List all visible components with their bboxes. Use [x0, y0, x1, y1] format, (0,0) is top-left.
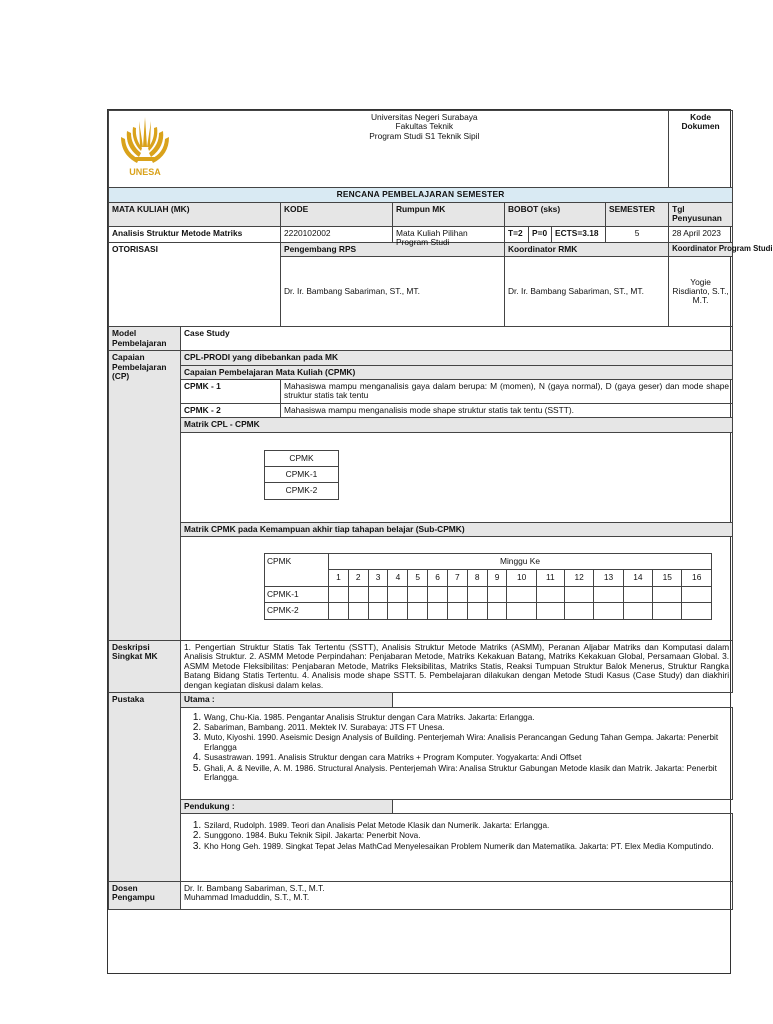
matrik-sub-cell-empty	[329, 586, 349, 602]
reference-item: 1. Wang, Chu-Kia. 1985. Pengantar Analisis Struktur dengan Cara Matriks. Jakarta: Erlangga.	[204, 712, 729, 722]
matrik-sub-cell-empty	[682, 603, 712, 619]
matrik-sub-cell-empty	[594, 586, 623, 602]
matrik-cpl-table	[264, 450, 339, 500]
rps-table	[108, 110, 773, 910]
cpmk-1-code: CPMK - 1	[181, 380, 281, 404]
matrik-sub-cell-empty	[408, 586, 428, 602]
course-semester: 5	[606, 226, 669, 242]
week-number: 13	[594, 570, 623, 586]
faculty-name: Fakultas Teknik	[395, 121, 454, 132]
matrik-sub-cell-empty	[428, 586, 448, 602]
week-number: 14	[623, 570, 652, 586]
otorisasi-label: OTORISASI	[109, 242, 281, 326]
kode-dokumen: Kode Dokumen	[669, 111, 733, 188]
logo-text: UNESA	[128, 167, 161, 177]
model-value: Case Study	[181, 327, 733, 351]
matrik-sub-cell-empty	[623, 586, 652, 602]
rumpun-header: Rumpun MK	[393, 202, 505, 226]
utama-list-cell	[181, 707, 733, 799]
reference-item: 1. Szilard, Rudolph. 1989. Teori dan Analisis Pelat Metode Klasik dan Numerik. Jakarta: Erlangga.	[204, 820, 729, 830]
reference-item: 4. Susastrawan. 1991. Analisis Struktur dengan cara Matriks + Program Komputer. Yogyakarta: Andi Offset	[204, 752, 729, 762]
matrik-sub-cell-empty	[368, 603, 388, 619]
matrik-sub-cell-empty	[487, 586, 507, 602]
matrik-cpl-row: CPMK	[265, 450, 339, 466]
matrik-sub-row-label: CPMK-2	[265, 603, 329, 619]
matrik-sub-cell-empty	[388, 586, 408, 602]
pengembang-label: Pengembang RPS	[281, 242, 505, 256]
matrik-sub-cell-empty	[682, 586, 712, 602]
dosen-label: Dosen Pengampu	[109, 881, 181, 909]
pustaka-label: Pustaka	[109, 693, 181, 882]
matrik-sub-cell-empty	[623, 603, 652, 619]
pendukung-label: Pendukung :	[181, 799, 393, 813]
pengembang-name: Dr. Ir. Bambang Sabariman, ST., MT.	[281, 257, 505, 327]
kode-header: KODE	[281, 202, 393, 226]
university-name: Universitas Negeri Surabaya	[370, 112, 478, 122]
reference-item: 5. Ghali, A. & Neville, A. M. 1986. Structural Analysis. Penterjemah Wira: Analisa Struktur Gabungan Metode klasik dan Matrik. Jakarta: Penerbit Erlangga.	[204, 763, 729, 783]
matrik-sub-row-label: CPMK-1	[265, 586, 329, 602]
cp-label: Capaian Pembelajaran (CP)	[109, 351, 181, 641]
week-number: 11	[536, 570, 564, 586]
matrik-sub-cell-empty	[653, 586, 682, 602]
page-title: RENCANA PEMBELAJARAN SEMESTER	[109, 188, 733, 202]
week-number: 16	[682, 570, 712, 586]
rps-document	[107, 109, 773, 974]
matrik-sub-cell-empty	[507, 586, 536, 602]
matrik-sub-cell-empty	[428, 603, 448, 619]
reference-item: 2. Sunggono. 1984. Buku Teknik Sipil. Jakarta: Penerbit Nova.	[204, 830, 729, 840]
pendukung-list	[184, 820, 729, 851]
matrik-sub-cell	[181, 537, 733, 641]
logo-cell	[109, 111, 181, 188]
week-number: 10	[507, 570, 536, 586]
dosen-name: Dr. Ir. Bambang Sabariman, S.T., M.T.	[184, 882, 325, 893]
matrik-sub-cell-empty	[467, 586, 487, 602]
matrik-sub-cell-empty	[487, 603, 507, 619]
program-name: Program Studi S1 Teknik Sipil	[369, 130, 480, 141]
week-number: 9	[487, 570, 507, 586]
matrik-sub-cell-empty	[348, 586, 368, 602]
week-number: 3	[368, 570, 388, 586]
week-number: 2	[348, 570, 368, 586]
deskripsi-label: Deskripsi Singkat MK	[109, 641, 181, 693]
bobot-t: T=2	[505, 226, 529, 242]
matrik-sub-cell-empty	[348, 603, 368, 619]
matrik-sub-cell-empty	[329, 603, 349, 619]
matrik-cpl-row: CPMK-2	[265, 483, 339, 499]
bobot-header: BOBOT (sks)	[505, 202, 606, 226]
matrik-sub-cell-empty	[653, 603, 682, 619]
course-name: Analisis Struktur Metode Matriks	[109, 226, 281, 242]
week-number: 5	[408, 570, 428, 586]
unesa-logo-icon	[117, 113, 173, 183]
bobot-p: P=0	[529, 226, 552, 242]
matrik-sub-cell-empty	[507, 603, 536, 619]
matrik-sub-heading: Matrik CPMK pada Kemampuan akhir tiap tahapan belajar (Sub-CPMK)	[181, 522, 733, 536]
matrik-sub-cell-empty	[536, 603, 564, 619]
course-code: 2220102002	[281, 226, 393, 242]
matrik-sub-table	[264, 553, 712, 620]
bobot-ects: ECTS=3.18	[552, 226, 606, 242]
model-label: Model Pembelajaran	[109, 327, 181, 351]
matrik-sub-corner: CPMK	[265, 554, 329, 587]
matrik-sub-cell-empty	[447, 586, 467, 602]
matrik-sub-cell-empty	[594, 603, 623, 619]
matrik-sub-cell-empty	[408, 603, 428, 619]
matrik-cpl-heading: Matrik CPL - CPMK	[181, 418, 733, 432]
week-number: 8	[467, 570, 487, 586]
deskripsi-text: 1. Pengertian Struktur Statis Tak Tertentu (SSTT), Analisis Struktur Metode Matriks (ASMM), Peranan Aljabar Matriks dan Komputasi dalam Analisis Struktur. 2. ASMM Metode Perpindahan: Penjabaran Metode, Matriks Kekakuan Batang, Matriks Kekakuan Global, Persamaan Global. 3. ASMM Metode Fleksibilitas: Penjabaran Metode, Matriks Fleksibilitas, Matriks Statis, Reaksi Tumpuan Struktur Balok Menerus, Struktur Rangka Batang Bidang Statis Tertentu. 4. Analisis mode shape SSTT. 5. Pembelajaran dilakukan dengan Metode Studi Kasus (Case Study) dan diakhiri dengan kegiatan diskusi dalam kelas.	[181, 641, 733, 693]
cpmk-2-code: CPMK - 2	[181, 403, 281, 417]
matrik-sub-cell-empty	[564, 603, 593, 619]
semester-header: SEMESTER	[606, 202, 669, 226]
tgl-header: Tgl Penyusunan	[669, 202, 733, 226]
week-number: 4	[388, 570, 408, 586]
dosen-names	[181, 881, 733, 909]
cpmk-heading: Capaian Pembelajaran Mata Kuliah (CPMK)	[181, 365, 733, 379]
mk-header: MATA KULIAH (MK)	[109, 202, 281, 226]
reference-item: 3. Muto, Kiyoshi. 1990. Aseismic Design Analysis of Building. Penterjemah Wira: Analisis Perancangan Gedung Tahan Gempa. Jakarta: Penerbit Erlangga	[204, 732, 729, 752]
pendukung-list-cell	[181, 813, 733, 881]
reference-item: 3. Kho Hong Geh. 1989. Singkat Tepat Jelas MathCad Menyelesaikan Problem Numerik dan Matematika. Jakarta: PT. Elex Media Komputindo.	[204, 841, 729, 851]
matrik-sub-cell-empty	[467, 603, 487, 619]
week-number: 7	[447, 570, 467, 586]
utama-list	[184, 712, 729, 783]
week-number: 15	[653, 570, 682, 586]
matrik-sub-cell-empty	[388, 603, 408, 619]
matrik-sub-cell-empty	[536, 586, 564, 602]
matrik-sub-cell-empty	[564, 586, 593, 602]
utama-label: Utama :	[181, 693, 393, 707]
matrik-cpl-row: CPMK-1	[265, 467, 339, 483]
koordinator-prodi-label: Koordinator Program Studi	[669, 242, 733, 256]
university-header	[181, 111, 669, 188]
matrik-sub-cell-empty	[447, 603, 467, 619]
minggu-ke-header: Minggu Ke	[329, 554, 712, 570]
week-number: 1	[329, 570, 349, 586]
dosen-name: Muhammad Imaduddin, S.T., M.T.	[184, 892, 310, 903]
cpl-heading: CPL-PRODI yang dibebankan pada MK	[181, 351, 733, 365]
week-number: 12	[564, 570, 593, 586]
course-tgl: 28 April 2023	[669, 226, 733, 242]
cpmk-2-text: Mahasiswa mampu menganalisis mode shape struktur statis tak tentu (SSTT).	[281, 403, 733, 417]
koordinator-prodi-name: Yogie Risdianto, S.T., M.T.	[669, 257, 733, 327]
week-number: 6	[428, 570, 448, 586]
course-rumpun: Mata Kuliah Pilihan Program Studi	[393, 226, 505, 242]
koordinator-rmk-label: Koordinator RMK	[505, 242, 669, 256]
koordinator-rmk-name: Dr. Ir. Bambang Sabariman, ST., MT.	[505, 257, 669, 327]
reference-item: 2. Sabariman, Bambang. 2011. Mektek IV. Surabaya: JTS FT Unesa.	[204, 722, 729, 732]
matrik-sub-cell-empty	[368, 586, 388, 602]
cpmk-1-text: Mahasiswa mampu menganalisis gaya dalam berupa: M (momen), N (gaya normal), D (gaya geser) dan mode shape struktur statis tak tentu	[281, 380, 733, 404]
matrik-cpl-cell	[181, 432, 733, 522]
